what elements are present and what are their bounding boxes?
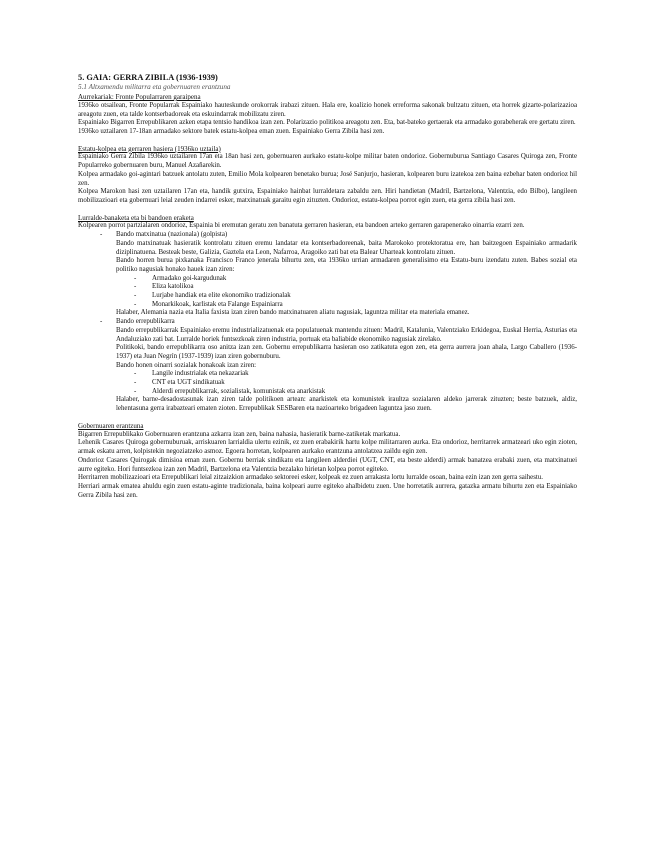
paragraph: Herriari armak ematea ahuldu egin zuen estatu-aginte tradizionala, baina kolpeari aurre egiteko ahalbidetu zuen. Une horretatik aurrera, gatazka armatu bihurtu zen eta Espainiako Gerra Zibila hasi zen. [78, 482, 577, 499]
paragraph: Bando matxinatuak hasieratik kontrolatu zituen eremu landatar eta kontserbadoreenak, baita Marokoko protektoratua ere, han baitzegoen Espainiako armadarik diziplinatuena. Besteak beste, Galizia, Gaztela eta Leon, Nafarroa, Aragoiko zati bat eta Balear Uharteak kontrolatu zituen. [116, 239, 577, 256]
support-list [116, 370, 577, 396]
list-item-republican [78, 318, 577, 414]
paragraph: Bando errepublikarrak Espainiako eremu industrializatuenak eta populatuenak mantendu zituen: Madril, Katalunia, Valentziako Erkidegoa, Euskal Herria, Asturias eta Andaluziako zati bat. Lurralde horiek funtsezkoak ziren industria, portuak eta baliabide ekonomiko nagusiak zirelako. [116, 326, 577, 343]
paragraph: Politikoki, bando errepublikarra oso anitza izan zen. Gobernu errepublikarra hasieran oso zatikatuta egon zen, eta gerra aurrera joan ahala, Largo Caballero (1936-1937) eta Juan Negrín (1937-1939) izan ziren gobernuburu. [116, 344, 577, 360]
paragraph: Bando horren burua pixkanaka Francisco Franco jenerala bihurtu zen, eta 1936ko urrian armadaren generalisimo eta Estatu-buru izendatu zuten. Babes sozial eta politiko nagusiak honako hauek izan ziren: [116, 257, 577, 273]
list-item: - Monarkikoak, karlistak eta Falange Espainiarra [134, 301, 577, 310]
section-heading: Aurrekariak: Fronte Popularraren garaipena [78, 93, 201, 101]
list-item: - CNT eta UGT sindikatuak [134, 379, 577, 388]
paragraph: Kolpearen porrot partzialaren ondorioz, Espainia bi eremutan geratu zen banatuta gerraren hasieran, eta bandoen arteko gerraren garapenerako oinarria ezarri zen. [78, 222, 525, 230]
paragraph: Kolpea armadako goi-agintari batzuek antolatu zuten, Emilio Mola kolpearen benetako burua; José Sanjurjo, hasieran, kolpearen buru izatekoa zen baina ezbehar baten ondorioz hil zen. [78, 170, 577, 187]
paragraph: Halaber, Alemania nazia eta Italia faxista izan ziren bando matxinatuaren aliatu nagusiak, laguntza militar eta materiala emanez. [116, 309, 470, 317]
document-subtitle: 5.1 Altxamendu militarra eta gobernuaren erantzuna [78, 83, 231, 91]
list-item: - Lurjabe handiak eta elite ekonomiko tradizionalak [134, 292, 577, 301]
list-item-label: - Bando matxinatua (nazionala) (golpista) [116, 231, 577, 240]
paragraph: Bigarren Errepublikako Gobernuaren erantzuna azkarra izan zen, baina nahasia, hasieratik barne-zatiketak markatua. [78, 430, 401, 438]
list-item: - Langile industrialak eta nekazariak [134, 370, 577, 379]
paragraph: 1936ko uztailaren 17-18an armadako sektore batek estatu-kolpea eman zuen. Espainiako Gerra Zibila hasi zen. [78, 127, 385, 135]
list-item: - Alderdi errepublikarrak, sozialistak, komunistak eta anarkistak [134, 388, 577, 397]
list-item-label: - Bando errepublikarra [116, 318, 577, 327]
paragraph: Lehenik Casares Quiroga gobernuburuak, arriskuaren larrialdia ulertu ezinik, ez zuen erabakirik hartu kolpe militarraren aurka. Eta ondorioz, herritarrek armatzeari uko egin zioten, armak eskatu arren, kolpistekin negoziatzeko asmoz. Egoera horretan, kolpearen aurkako erantzuna antolatzea zaildu egin zen. [78, 439, 577, 456]
paragraph: Kolpea Marokon hasi zen uztailaren 17an eta, handik gutxira, Espainiako hainbat lurraldetara zabaldu zen. Hiri handietan (Madril, Bartzelona, Valentzia, edo Bilbo), langileen mobilizazioari eta gobernuari leial zeuden indarrei esker, matxinatuak garaitu egin zituzten. Ondorioz, estatu-kolpea porrot egin zuen, eta gerra zibila hasi zen. [78, 188, 577, 204]
section-division [78, 214, 577, 414]
paragraph: Ondorioz Casares Quirogak dimisioa eman zuen. Gobernu berriak sindikatu eta langileen alderdiei (UGT, CNT, eta beste alderdi) armak banatzea erabaki zuen, eta matxinatuei aurre egiteko. Hori funtsezkoa izan zen Madril, Bartzelona eta Valentzia bezalako hirietan kolpea porrot egiteko. [78, 456, 577, 473]
paragraph: Espainiako Gerra Zibila 1936ko uztailaren 17an eta 18an hasi zen, gobernuaren aurkako estatu-kolpe militar baten ondorioz. Gobernuburua Santiago Casares Quiroga zen, Fronte Popularreko gobernuaren buru, Manuel Azañarekin. [78, 153, 577, 170]
document-title: 5. GAIA: GERRA ZIBILA (1936-1939) [78, 73, 218, 82]
support-list [116, 275, 577, 310]
list-item: - Armadako goi-kargudunak [134, 275, 577, 284]
section-coup [78, 145, 577, 206]
paragraph: Bando honen oinarri sozialak honakoak izan ziren: [116, 361, 257, 369]
paragraph: Espainiako Bigarren Errepublikaren azken etapa tentsio handikoa izan zen. Polarizazio politikoa areagotu zen. Eta, bat-bateko gertaerak eta armadako gorabeherak ere gertatu ziren. [78, 119, 576, 127]
section-heading: Lurralde-banaketa eta bi bandoen eraketa [78, 213, 194, 222]
bando-list [78, 231, 577, 414]
section-response [78, 422, 577, 500]
paragraph: Herritarren mobilizazioari eta Errepublikari leial zitzaizkion armadako sektoreei esker, kolpeak ez zuen arrakasta lortu lurralde osoan, baina ezin izan zen gerra saihestu. [78, 474, 543, 482]
list-item: - Eliza katolikoa [134, 283, 577, 292]
paragraph: Halaber, barne-desadostasunak izan ziren talde politikoen artean: anarkistek eta komunistek iraultza sozialaren aldeko jarrerak zituzten; beste batzuek, aldiz, lehentasuna gerra irabazteari ematen zioten. Errepublikak SESBaren eta nazioarteko brigadeen laguntza jaso zuen. [116, 396, 577, 413]
paragraph: 1936ko otsailean, Fronte Popularrak Espainiako hauteskunde orokorrak irabazi zituen. Hala ere, koalizio honek erreforma sakonak bultzatu zituen, eta horrek gizarte-polarizazioa areagotu zuen, eta talde kontserbadoreak eta eskuindarrak mobilizatu ziren. [78, 101, 577, 118]
section-background [78, 93, 577, 137]
section-heading: Gobernuaren erantzuna [78, 421, 144, 430]
section-heading: Estatu-kolpea eta gerraren hasiera (1936ko uztaila) [78, 144, 221, 153]
list-item-nationalist [78, 231, 577, 318]
